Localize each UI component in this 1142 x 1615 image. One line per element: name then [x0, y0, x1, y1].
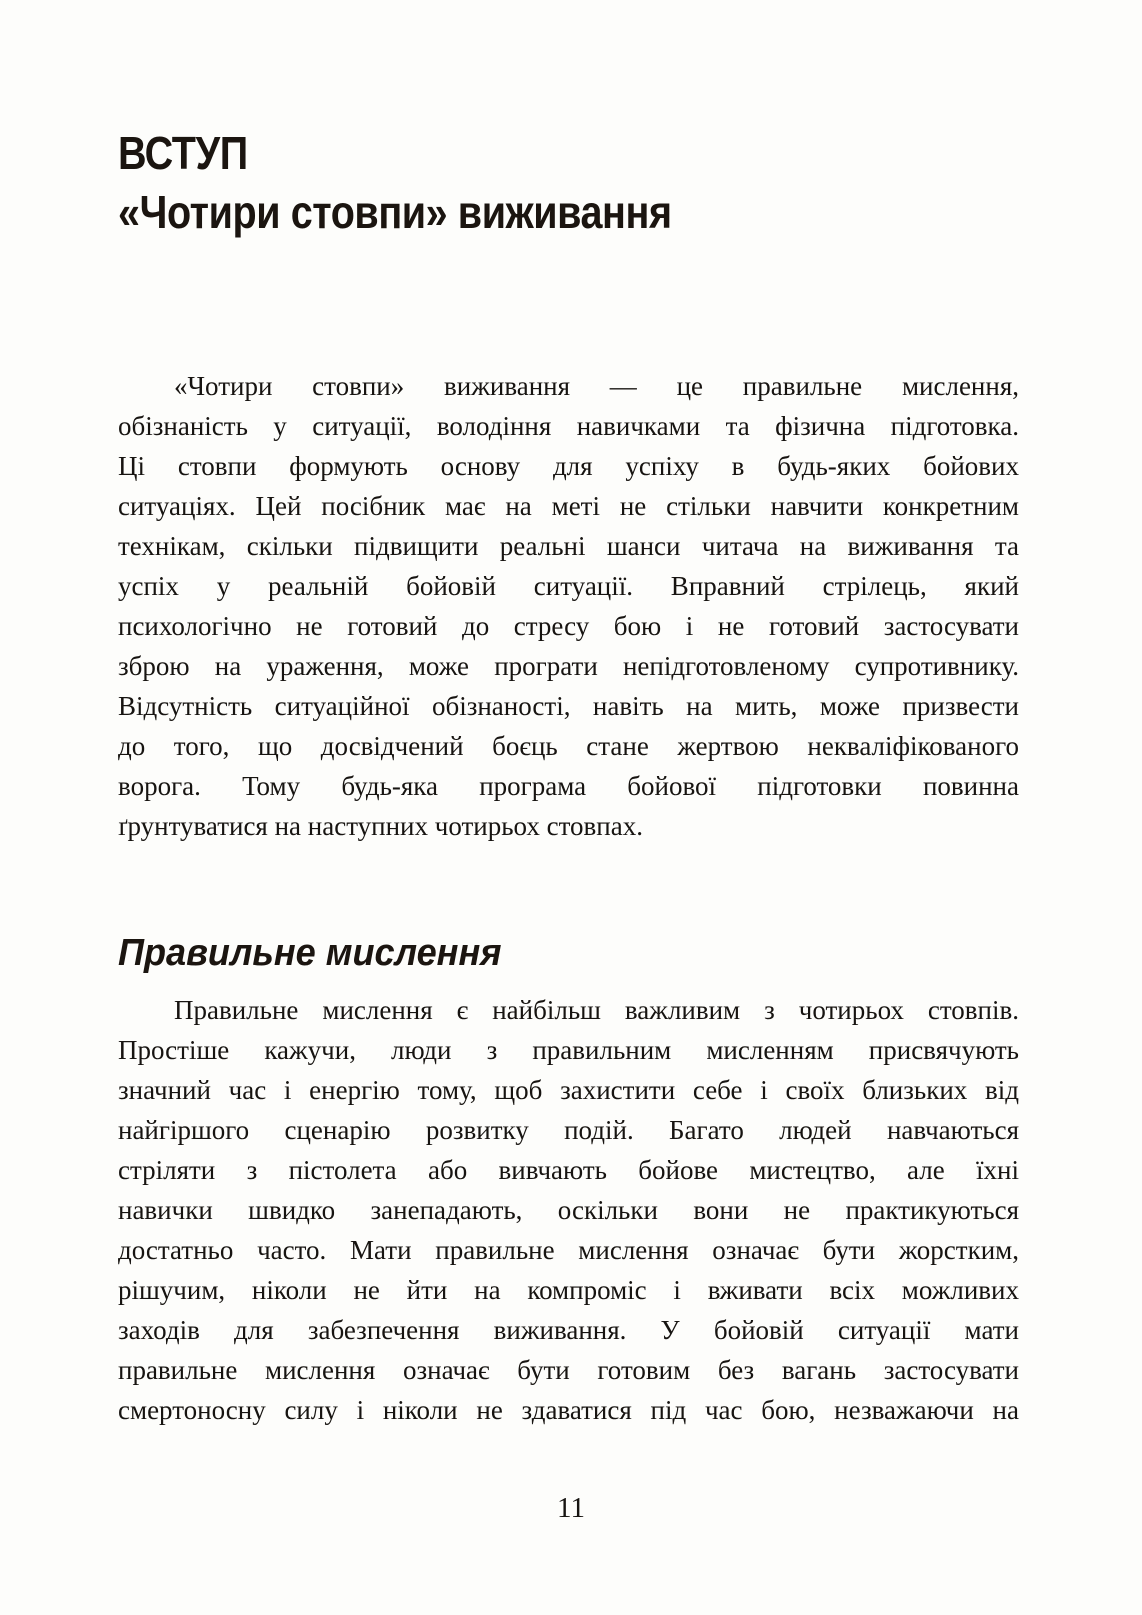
text-line: значний час і енергію тому, щоб захистити себе і своїх близьких від — [118, 1075, 1019, 1105]
paragraph-right-mindset — [118, 990, 1019, 1430]
text-line: достатньо часто. Мати правильне мислення означає бути жорстким, — [118, 1235, 1019, 1265]
text-line: ворога. Тому будь-яка програма бойової підготовки повинна — [118, 771, 1019, 801]
text-line: ґрунтуватися на наступних чотирьох стовпах. — [118, 811, 643, 841]
text-line: заходів для забезпечення виживання. У бойовій ситуації мати — [118, 1315, 1019, 1345]
section-heading-right-mindset: Правильне мислення — [118, 932, 502, 974]
text-column — [118, 0, 1019, 1430]
text-line: навички швидко занепадають, оскільки вони не практикуються — [118, 1195, 1019, 1225]
text-line: Правильне мислення є найбільш важливим з чотирьох стовпів. — [174, 995, 1019, 1025]
text-line: Відсутність ситуаційної обізнаності, навіть на мить, може призвести — [118, 691, 1019, 721]
text-line: Простіше кажучи, люди з правильним мисленням присвячують — [118, 1035, 1019, 1065]
chapter-title — [118, 0, 893, 242]
chapter-title-line-2: «Чотири стовпи» виживання — [118, 186, 672, 238]
text-line: зброю на ураження, може програти непідготовленому супротивнику. — [118, 651, 1019, 681]
text-line: обізнаність у ситуації, володіння навичками та фізична підготовка. — [118, 411, 1019, 441]
paragraph-four-pillars — [118, 366, 1019, 846]
text-line: ситуаціях. Цей посібник має на меті не стільки навчити конкретним — [118, 491, 1019, 521]
page-number: 11 — [557, 1492, 585, 1524]
text-line: правильне мислення означає бути готовим без вагань застосувати — [118, 1355, 1019, 1385]
text-line: найгіршого сценарію розвитку подій. Багато людей навчаються — [118, 1115, 1019, 1145]
text-line: стріляти з пістолета або вивчають бойове мистецтво, але їхні — [118, 1155, 1019, 1185]
text-line: успіх у реальній бойовій ситуації. Вправний стрілець, який — [118, 571, 1019, 601]
text-line: технікам, скільки підвищити реальні шанси читача на виживання та — [118, 531, 1019, 561]
text-line: Ці стовпи формують основу для успіху в будь-яких бойових — [118, 451, 1019, 481]
text-line: психологічно не готовий до стресу бою і не готовий застосувати — [118, 611, 1019, 641]
text-line: до того, що досвідчений боєць стане жертвою некваліфікованого — [118, 731, 1019, 761]
text-line: рішучим, ніколи не йти на компроміс і вживати всіх можливих — [118, 1275, 1019, 1305]
chapter-title-line-1: ВСТУП — [118, 127, 248, 179]
text-line: «Чотири стовпи» виживання — це правильне мислення, — [174, 371, 1019, 401]
text-line: смертоносну силу і ніколи не здаватися під час бою, незважаючи на — [118, 1395, 1019, 1425]
